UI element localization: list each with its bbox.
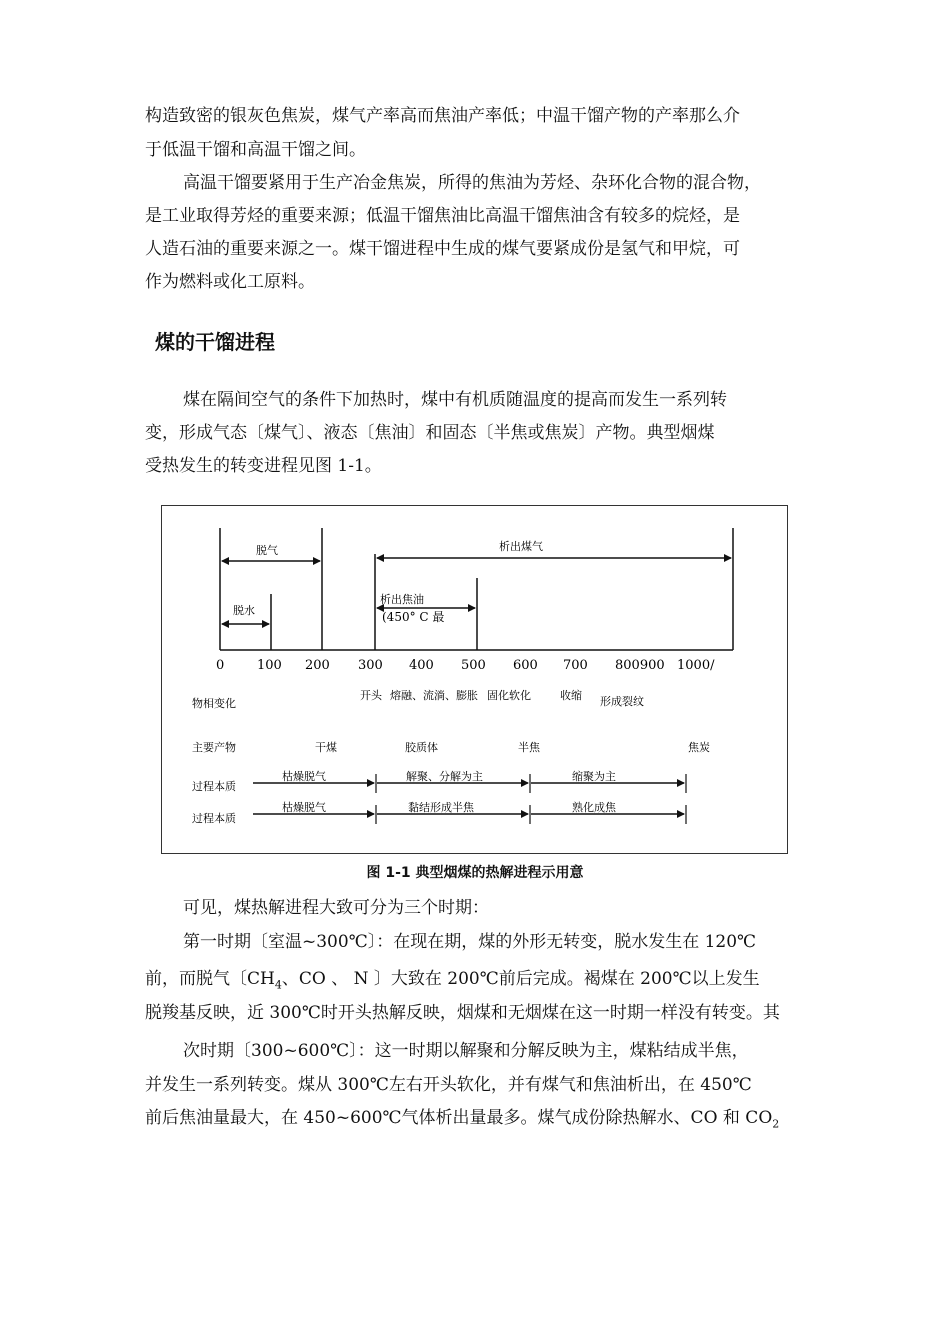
text-run: 、CO <box>281 969 332 989</box>
tar-note: (450° C 最 <box>382 610 445 624</box>
dewater-label: 脱水 <box>233 604 255 617</box>
tick-label: 800900 <box>615 658 665 673</box>
paragraph-line: 高温干馏要紧用于生产冶金焦炭，所得的焦油为芳烃、杂环化合物的混合物， <box>183 173 761 193</box>
tick-label: 100 <box>257 658 282 673</box>
process-row2-seg3: 熟化成焦 <box>572 801 616 814</box>
subscript: 2 <box>772 1117 780 1131</box>
paragraph-line: 煤在隔间空气的条件下加热时，煤中有机质随温度的提高而发生一系列转 <box>183 390 727 410</box>
paragraph-line: 并发生一系列转变。煤从 300℃左右开头软化，并有煤气和焦油析出，在 450℃ <box>145 1075 752 1095</box>
pyrolysis-diagram <box>162 506 789 855</box>
process-row2-seg2: 黏结形成半焦 <box>408 801 474 814</box>
phase-row-label: 物相变化 <box>192 697 236 710</box>
gas-label: 析出煤气 <box>499 540 543 553</box>
process-row2-label: 过程本质 <box>192 812 236 825</box>
process-row1-seg2: 解聚、分解为主 <box>406 770 483 783</box>
degas-label: 脱气 <box>256 544 278 557</box>
tick-label: 1000/ <box>677 658 715 673</box>
paragraph-line: 构造致密的银灰色焦炭，煤气产率高而焦油产率低；中温干馏产物的产率那么介 <box>145 106 740 126</box>
process-row1-seg1: 枯燥脱气 <box>282 770 326 783</box>
product-dry: 干煤 <box>315 741 337 754</box>
product-colloid: 胶质体 <box>405 741 438 754</box>
text-run: 〕大致在 200℃前后完成。褐煤在 200℃以上发生 <box>373 969 760 989</box>
text-run: 前，而脱气〔CH <box>145 969 275 989</box>
process-row1-seg3: 缩聚为主 <box>572 770 616 783</box>
paragraph-line: 于低温干馏和高温干馏之间。 <box>145 140 366 160</box>
text-run: 、 N <box>331 969 374 989</box>
tick-label: 700 <box>563 658 588 673</box>
product-semicoke: 半焦 <box>518 741 540 754</box>
phase-melt: 熔融、流淌、膨胀 <box>390 689 478 702</box>
paragraph-line: 可见，煤热解进程大致可分为三个时期： <box>183 898 489 918</box>
section-heading: 煤的干馏进程 <box>155 330 275 354</box>
paragraph-line: 作为燃料或化工原料。 <box>145 272 315 292</box>
tick-label: 200 <box>305 658 330 673</box>
phase-solidify: 固化软化 <box>487 689 531 702</box>
phase-shrink: 收缩 <box>560 689 582 702</box>
text-run: 前后焦油量最大，在 450~600℃气体析出量最多。煤气成份除热解水、CO 和 CO <box>145 1108 773 1128</box>
product-coke: 焦炭 <box>688 741 710 754</box>
phase-start: 开头 <box>360 689 382 702</box>
tick-label: 500 <box>461 658 486 673</box>
product-row-label: 主要产物 <box>192 741 236 754</box>
paragraph-line: 人造石油的重要来源之一。煤干馏进程中生成的煤气要紧成份是氢气和甲烷，可 <box>145 239 740 259</box>
subscript: 4 <box>274 978 282 992</box>
paragraph-line: 变，形成气态〔煤气〕、液态〔焦油〕和固态〔半焦或焦炭〕产物。典型烟煤 <box>145 423 715 443</box>
paragraph-line <box>145 1106 779 1136</box>
paragraph-line: 脱羧基反映，近 300℃时开头热解反映，烟煤和无烟煤在这一时期一样没有转变。其 <box>145 1003 780 1023</box>
paragraph-line: 受热发生的转变进程见图 1-1。 <box>145 456 382 476</box>
process-row2-seg1: 枯燥脱气 <box>282 801 326 814</box>
paragraph-line: 次时期〔300~600℃〕：这一时期以解聚和分解反映为主，煤粘结成半焦， <box>183 1041 749 1061</box>
pyrolysis-figure <box>161 505 788 854</box>
paragraph-line <box>145 967 760 997</box>
paragraph-line: 是工业取得芳烃的重要来源；低温干馏焦油比高温干馏焦油含有较多的烷烃，是 <box>145 206 740 226</box>
tick-label: 600 <box>513 658 538 673</box>
tick-label: 0 <box>216 658 225 673</box>
phase-crack: 形成裂纹 <box>600 695 644 708</box>
paragraph-line: 第一时期〔室温~300℃〕：在现在期，煤的外形无转变，脱水发生在 120℃ <box>183 932 757 952</box>
process-row1-label: 过程本质 <box>192 780 236 793</box>
tick-label: 400 <box>409 658 434 673</box>
figure-caption: 图 1-1 典型烟煤的热解进程示用意 <box>366 865 584 881</box>
tick-label: 300 <box>358 658 383 673</box>
tar-label: 析出焦油 <box>380 593 424 606</box>
